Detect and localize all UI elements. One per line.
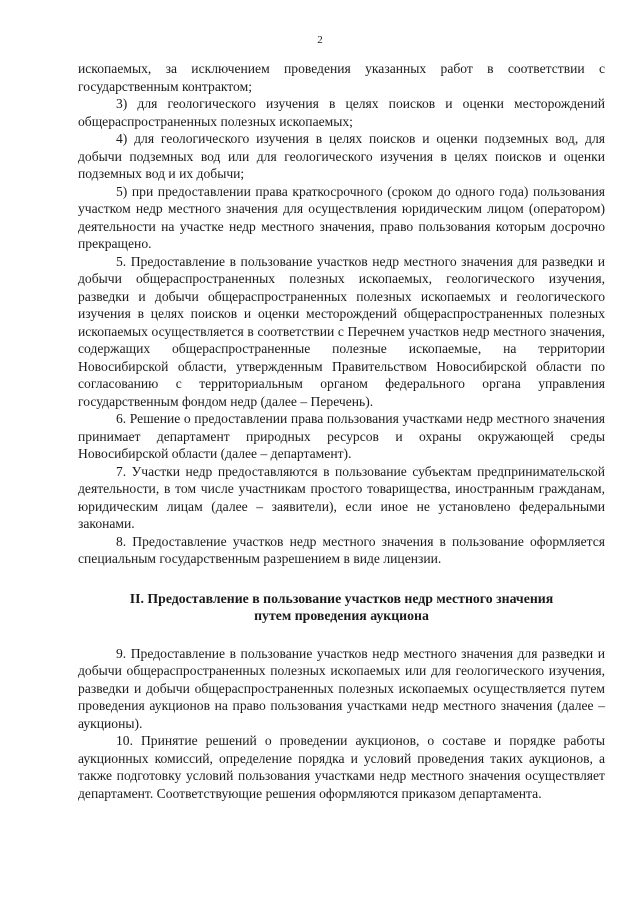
page-number: 2	[317, 34, 323, 46]
paragraph-clause-8: 8. Предоставление участков недр местного значения в пользование оформляется специальным государственным разрешением в виде лицензии.	[78, 533, 605, 566]
document-body	[78, 60, 605, 802]
paragraph-clause-6: 6. Решение о предоставлении права пользования участками недр местного значения принимает департамент природных ресурсов и охраны окружающей среды Новосибирской области (далее – департамент).	[78, 411, 605, 461]
section-heading-line-2: путем проведения аукциона	[254, 608, 429, 623]
paragraph-clause-7: 7. Участки недр предоставляются в пользование субъектам предпринимательской деятельности, в том числе участникам простого товарищества, иностранным гражданам, юридическим лицам (далее – заявители), если иное не установлено федеральными законами.	[78, 463, 605, 531]
paragraph-item-5: 5) при предоставлении права краткосрочного (сроком до одного года) пользования участком недр местного значения для осуществления юридическим лицом (оператором) деятельности на участке недр местного значения, право пользования которым досрочно прекращено.	[78, 183, 605, 251]
paragraph-clause-5: 5. Предоставление в пользование участков недр местного значения для разведки и добычи общераспространенных полезных ископаемых, геологического изучения, разведки и добычи общераспространенных полезных ископаемых и геологического изучения в целях поисков и оценки месторождений общераспространенных полезных ископаемых осуществляется в соответствии с Перечнем участков недр местного значения, содержащих общераспространенные полезные ископаемые, на территории Новосибирской области, утвержденным Правительством Новосибирской области по согласованию с территориальным органом федерального органа управления государственным фондом недр (далее – Перечень).	[78, 253, 605, 409]
paragraph-item-4: 4) для геологического изучения в целях поисков и оценки подземных вод, для добычи подземных вод или для геологического изучения в целях поисков и оценки подземных вод и их добычи;	[78, 131, 605, 181]
section-heading-line-1: II. Предоставление в пользование участков недр местного значения	[129, 590, 554, 606]
paragraph-clause-10: 10. Принятие решений о проведении аукционов, о составе и порядке работы аукционных комиссий, определение порядка и условий проведения таких аукционов, а также подготовку условий пользования участками недр местного значения осуществляет департамент. Соответствующие решения оформляются приказом департамента.	[78, 733, 605, 801]
paragraph-clause-9: 9. Предоставление в пользование участков недр местного значения для разведки и добычи общераспространенных полезных ископаемых или для геологического изучения, разведки и добычи общераспространенных полезных ископаемых осуществляется путем проведения аукционов на право пользования участками недр местного значения (далее – аукционы).	[78, 645, 605, 731]
paragraph-continuation: ископаемых, за исключением проведения указанных работ в соответствии с государственным контрактом;	[78, 61, 605, 94]
paragraph-item-3: 3) для геологического изучения в целях поисков и оценки месторождений общераспространенных полезных ископаемых;	[78, 96, 605, 129]
section-heading	[78, 590, 605, 625]
